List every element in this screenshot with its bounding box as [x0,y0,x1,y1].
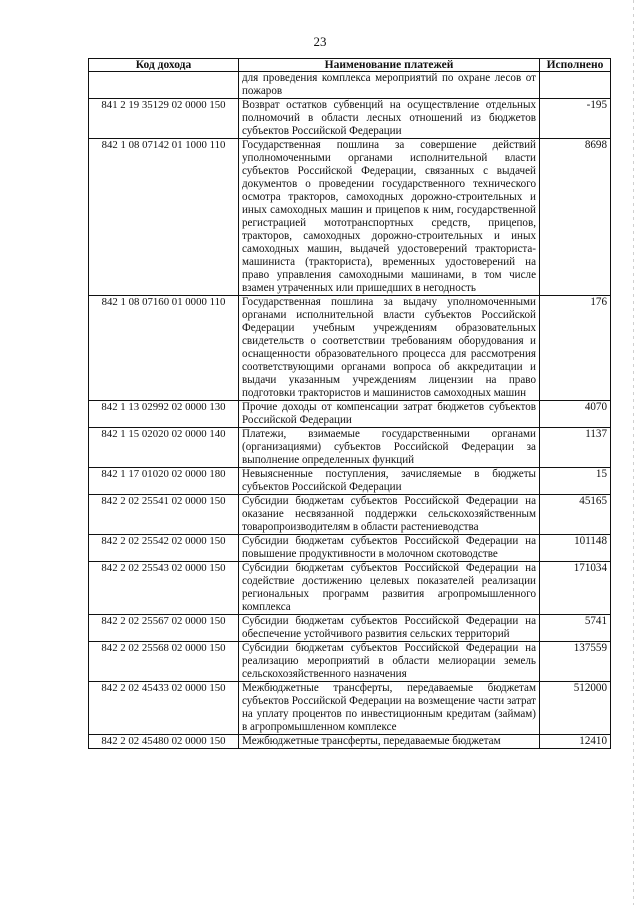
row-code: 842 2 02 45433 02 0000 150 [89,682,239,735]
scan-edge-line [633,0,634,905]
table-row [89,642,611,682]
table-row [89,735,611,749]
row-code [89,72,239,99]
table-row [89,72,611,99]
header-code: Код дохода [89,59,239,72]
table-row [89,615,611,642]
table-row [89,682,611,735]
row-executed: 137559 [540,642,611,682]
row-executed: 171034 [540,562,611,615]
row-executed: 101148 [540,535,611,562]
row-name: Субсидии бюджетам субъектов Российской Федерации на содействие достижению целевых показателей реализации региональных программ развития агропромышленного комплекса [239,562,540,615]
row-executed: 45165 [540,495,611,535]
row-code: 842 2 02 45480 02 0000 150 [89,735,239,749]
page-number: 23 [313,34,327,49]
row-name: Государственная пошлина за совершение действий уполномоченными органами исполнительной власти субъектов Российской Федерации, связанных с выдачей документов о проведении государственного технического осмотра тракторов, самоходных дорожно-строительных и иных самоходных машин и прицепов к ним, государственной регистрацией мототранспортных средств, прицепов, тракторов, самоходных дорожно-строительных и иных самоходных машин, выдачей удостоверений тракториста-машиниста (тракториста), временных удостоверений на право управления самоходными машинами, в том числе взамен утраченных или пришедших в негодность [239,139,540,296]
row-code: 842 1 08 07160 01 0000 110 [89,296,239,401]
row-name: для проведения комплекса мероприятий по охране лесов от пожаров [239,72,540,99]
row-executed [540,72,611,99]
header-done: Исполнено [540,59,611,72]
row-code: 842 2 02 25541 02 0000 150 [89,495,239,535]
row-executed: -195 [540,99,611,139]
row-code: 841 2 19 35129 02 0000 150 [89,99,239,139]
row-name: Платежи, взимаемые государственными органами (организациями) субъектов Российской Федерации за выполнение определенных функций [239,428,540,468]
row-executed: 15 [540,468,611,495]
row-executed: 5741 [540,615,611,642]
row-executed: 4070 [540,401,611,428]
table-row [89,401,611,428]
table-header-row [89,59,611,72]
row-executed: 8698 [540,139,611,296]
table-row [89,562,611,615]
row-code: 842 2 02 25568 02 0000 150 [89,642,239,682]
row-code: 842 2 02 25543 02 0000 150 [89,562,239,615]
row-name: Межбюджетные трансферты, передаваемые бюджетам субъектов Российской Федерации на возмещение части затрат на уплату процентов по инвестиционным кредитам (займам) в агропромышленном комплексе [239,682,540,735]
row-name: Субсидии бюджетам субъектов Российской Федерации на оказание несвязанной поддержки сельскохозяйственным товаропроизводителям в области растениеводства [239,495,540,535]
row-name: Прочие доходы от компенсации затрат бюджетов субъектов Российской Федерации [239,401,540,428]
row-code: 842 2 02 25542 02 0000 150 [89,535,239,562]
row-executed: 12410 [540,735,611,749]
header-name: Наименование платежей [239,59,540,72]
table-row [89,495,611,535]
revenue-table [88,58,611,749]
row-name: Государственная пошлина за выдачу уполномоченными органами исполнительной власти субъектов Российской Федерации учебным учреждениям образовательных свидетельств о соответствии требованиям оборудования и оснащенности образовательного процесса для рассмотрения соответствующими органами вопроса об аккредитации и выдачи указанным учреждениям лицензии на право подготовки трактористов и машинистов самоходных машин [239,296,540,401]
row-code: 842 1 15 02020 02 0000 140 [89,428,239,468]
row-name: Возврат остатков субвенций на осуществление отдельных полномочий в области лесных отношений из бюджетов субъектов Российской Федерации [239,99,540,139]
row-executed: 512000 [540,682,611,735]
table-row [89,139,611,296]
row-name: Субсидии бюджетам субъектов Российской Федерации на обеспечение устойчивого развития сельских территорий [239,615,540,642]
row-name: Межбюджетные трансферты, передаваемые бюджетам [239,735,540,749]
table-row [89,535,611,562]
row-code: 842 1 13 02992 02 0000 130 [89,401,239,428]
row-name: Субсидии бюджетам субъектов Российской Федерации на повышение продуктивности в молочном скотоводстве [239,535,540,562]
table-row [89,468,611,495]
row-name: Субсидии бюджетам субъектов Российской Федерации на реализацию мероприятий в области мелиорации земель сельскохозяйственного назначения [239,642,540,682]
table-row [89,296,611,401]
row-name: Невыясненные поступления, зачисляемые в бюджеты субъектов Российской Федерации [239,468,540,495]
row-executed: 1137 [540,428,611,468]
table-row [89,99,611,139]
row-executed: 176 [540,296,611,401]
row-code: 842 1 08 07142 01 1000 110 [89,139,239,296]
table-row [89,428,611,468]
row-code: 842 2 02 25567 02 0000 150 [89,615,239,642]
row-code: 842 1 17 01020 02 0000 180 [89,468,239,495]
